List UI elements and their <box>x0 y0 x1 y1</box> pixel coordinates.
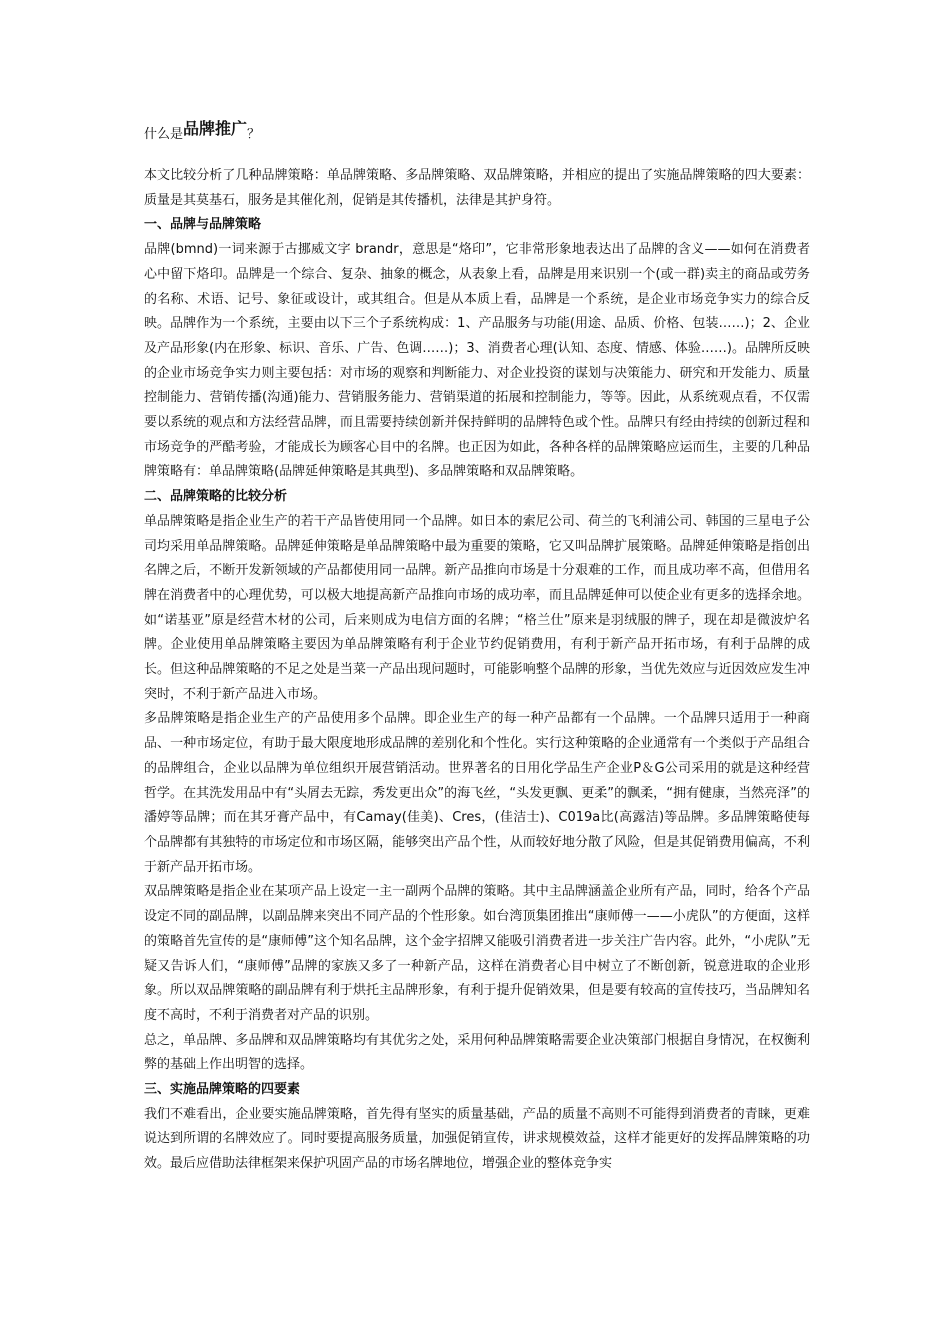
section3-paragraph: 我们不难看出，企业要实施品牌策略，首先得有坚实的质量基础，产品的质量不高则不可能得到消费者的青睐，更难说达到所谓的名牌效应了。同时要提高服务质量，加强促销宣传，讲求规模效益，这样才能更好的发挥品牌策略的功效。最后应借助法律框架来保护巩固产品的市场名牌地位，增强企业的整体竞争实 <box>144 1106 810 1172</box>
document-title <box>144 118 810 148</box>
section1-heading: 一、品牌与品牌策略 <box>144 217 262 233</box>
section2-heading: 二、品牌策略的比较分析 <box>144 489 288 505</box>
section2-paragraph-summary: 总之，单品牌、多品牌和双品牌策略均有其优劣之处，采用何种品牌策略需要企业决策部门根据自身情况，在权衡利弊的基础上作出明智的选择。 <box>144 1032 810 1073</box>
section3-heading: 三、实施品牌策略的四要素 <box>144 1082 301 1098</box>
section1-paragraph: 品牌(bmnd)一词来源于古挪威文字 brandr，意思是“烙印”，它非常形象地表达出了品牌的含义——如何在消费者心中留下烙印。品牌是一个综合、复杂、抽象的概念，从表象上看，品牌是用来识别一个(或一群)卖主的商品或劳务的名称、术语、记号、象征或设计，或其组合。但是从本质上看，品牌是一个系统，是企业市场竞争实力的综合反映。品牌作为一个系统，主要由以下三个子系统构成：1、产品服务与功能(用途、品质、价格、包装……)；2、企业及产品形象(内在形象、标识、音乐、广告、色调……)；3、消费者心理(认知、态度、情感、体验……)。品牌所反映的企业市场竞争实力则主要包括：对市场的观察和判断能力、对企业投资的谋划与决策能力、研究和开发能力、质量控制能力、营销传播(沟通)能力、营销服务能力、营销渠道的拓展和控制能力，等等。因此，从系统观点看，不仅需要以系统的观点和方法经营品牌，而且需要持续创新并保持鲜明的品牌特色或个性。品牌只有经由持续的创新过程和市场竞争的严酷考验，才能成长为顾客心目中的名牌。也正因为如此，各种各样的品牌策略应运而生，主要的几种品牌策略有：单品牌策略(品牌延伸策略是其典型)、多品牌策略和双品牌策略。 <box>144 242 810 480</box>
title-emphasis: 品牌推广 <box>183 119 248 138</box>
section2-paragraph-dual-brand: 双品牌策略是指企业在某项产品上设定一主一副两个品牌的策略。其中主品牌涵盖企业所有产品，同时，给各个产品设定不同的副品牌，以副品牌来突出不同产品的个性形象。如台湾顶集团推出“康师傅一——小虎队”的方便面，这样的策略首先宣传的是“康师傅”这个知名品牌，这个金字招牌又能吸引消费者进一步关注广告内容。此外，“小虎队”无疑又告诉人们，“康师傅”品牌的家族又多了一种新产品，这样在消费者心目中树立了不断创新，锐意进取的企业形象。所以双品牌策略的副品牌有利于烘托主品牌形象，有利于提升促销效果，但是要有较高的宣传技巧，当品牌知名度不高时，不利于消费者对产品的识别。 <box>144 884 810 1023</box>
intro-paragraph: 本文比较分析了几种品牌策略：单品牌策略、多品牌策略、双品牌策略，并相应的提出了实施品牌策略的四大要素：质量是其莫基石，服务是其催化剂，促销是其传播机，法律是其护身符。 <box>144 168 810 208</box>
title-suffix: ？ <box>247 127 261 142</box>
section2-paragraph-multi-brand: 多品牌策略是指企业生产的产品使用多个品牌。即企业生产的每一种产品都有一个品牌。一个品牌只适用于一种商品、一种市场定位，有助于最大限度地形成品牌的差别化和个性化。实行这种策略的企业通常有一个类似于产品组合的品牌组合，企业以品牌为单位组织开展营销活动。世界著名的日用化学品生产企业P＆G公司采用的就是这种经营哲学。在其洗发用品中有“头屑去无踪，秀发更出众”的海飞丝，“头发更飘、更柔”的飘柔，“拥有健康，当然亮泽”的潘婷等品牌；而在其牙膏产品中，有Camay(佳美)、Cres，(佳洁士)、C019a比(高露洁)等品牌。多品牌策略使每个品牌都有其独特的市场定位和市场区隔，能够突出产品个性，从而较好地分散了风险，但是其促销费用偏高，不利于新产品开拓市场。 <box>144 711 810 875</box>
section2-paragraph-single-brand: 单品牌策略是指企业生产的若干产品皆使用同一个品牌。如日本的索尼公司、荷兰的飞利浦公司、韩国的三星电子公司均采用单品牌策略。品牌延伸策略是单品牌策略中最为重要的策略，它又叫品牌扩展策略。品牌延伸策略是指创出名牌之后，不断开发新领域的产品都使用同一品牌。新产品推向市场是十分艰难的工作，而且成功率不高，但借用名牌在消费者中的心理优势，可以极大地提高新产品推向市场的成功率，而且品牌延伸可以使企业有更多的选择余地。如“诺基亚”原是经营木材的公司，后来则成为电信方面的名牌；“格兰仕”原来是羽绒服的牌子，现在却是微波炉名牌。企业使用单品牌策略主要因为单品牌策略有利于企业节约促销费用，有利于新产品开拓市场，有利于品牌的成长。但这种品牌策略的不足之处是当菜一产品出现问题时，可能影响整个品牌的形象，当优先效应与近因效应发生冲突时，不利于新产品进入市场。 <box>144 513 810 702</box>
title-prefix: 什么是 <box>144 127 184 142</box>
document-body <box>144 118 810 1177</box>
